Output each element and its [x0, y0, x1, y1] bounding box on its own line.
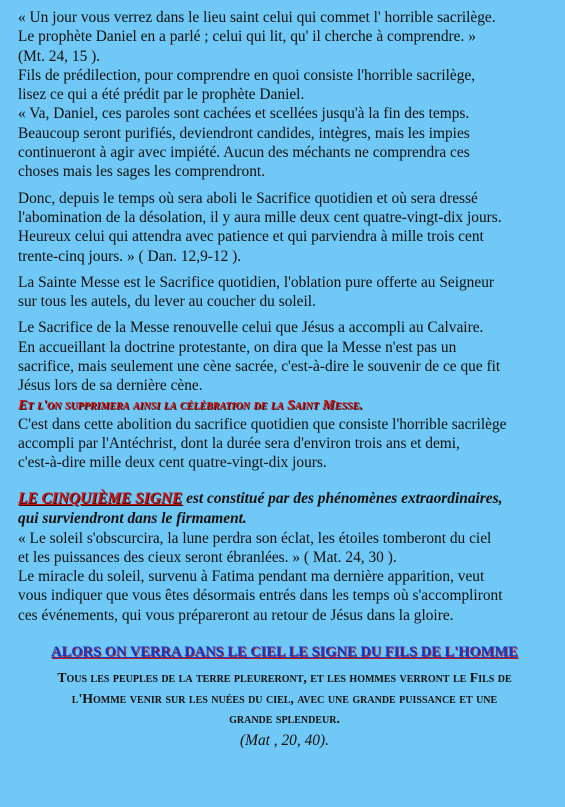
- fifth-sign-heading-line2: qui surviendront dans le firmament.: [18, 509, 247, 527]
- text-line: La Sainte Messe est le Sacrifice quotidien, l'oblation pure offerte au Seigneur: [18, 273, 495, 291]
- text-line: Le Sacrifice de la Messe renouvelle celui que Jésus a accompli au Calvaire.: [18, 319, 484, 337]
- paragraph-4: [18, 318, 551, 395]
- text-line: « Le soleil s'obscurcira, la lune perdra son éclat, les étoiles tomberont du ciel: [18, 529, 492, 547]
- text-line: accompli par l'Antéchrist, dont la durée sera d'environ trois ans et demi,: [18, 434, 460, 452]
- paragraph-3: [18, 273, 551, 312]
- text-line: et les puissances des cieux seront ébranlées. » ( Mat. 24, 30 ).: [18, 548, 397, 566]
- text-line: trente-cinq jours. » ( Dan. 12,9-12 ).: [18, 247, 242, 265]
- text-line: (Mt. 24, 15 ).: [18, 47, 101, 65]
- red-heading: Et l'on supprimera ainsi la célébration de la Saint Messe.: [18, 397, 363, 413]
- text-line: l'Homme venir sur les nuées du ciel, avec une grande puissance et une: [71, 690, 498, 706]
- fifth-sign-text: est constitué par des phénomènes extraordinaires,: [182, 489, 503, 507]
- text-line: « Un jour vous verrez dans le lieu saint celui qui commet l' horrible sacrilège.: [18, 9, 496, 26]
- text-line: sur tous les autels, du lever au coucher du soleil.: [18, 293, 316, 311]
- paragraph-1: [18, 8, 551, 182]
- text-line: c'est-à-dire mille deux cent quatre-vingt-dix jours.: [18, 454, 327, 472]
- text-line: Beaucoup seront purifiés, deviendront candides, intègres, mais les impies: [18, 124, 470, 142]
- text-line: Tous les peuples de la terre pleureront, et les hommes verront le Fils de: [57, 670, 512, 686]
- text-line: continueront à agir avec impiété. Aucun des méchants ne comprendra ces: [18, 144, 470, 162]
- text-line: Le miracle du soleil, survenu à Fatima pendant ma dernière apparition, veut: [18, 568, 485, 586]
- text-line: grande splendeur.: [229, 711, 340, 727]
- fifth-sign-label: LE CINQUIÈME SIGNE: [18, 489, 183, 507]
- text-line: Jésus lors de sa dernière cène.: [18, 377, 203, 395]
- banner-heading: ALORS ON VERRA DANS LE CIEL LE SIGNE DU FILS DE L'HOMME: [51, 644, 518, 661]
- fifth-sign-heading: [18, 489, 551, 509]
- verse-reference: (Mat , 20, 40).: [240, 731, 329, 749]
- text-line: ces événements, qui vous prépareront au retour de Jésus dans la gloire.: [18, 606, 454, 624]
- text-line: En accueillant la doctrine protestante, on dira que la Messe n'est pas un: [18, 338, 457, 356]
- text-line: C'est dans cette abolition du sacrifice quotidien que consiste l'horrible sacrilège: [18, 415, 507, 433]
- text-line: vous indiquer que vous êtes désormais entrés dans les temps où s'accompliront: [18, 587, 503, 605]
- text-line: choses mais les sages les comprendront.: [18, 163, 266, 181]
- text-line: l'abomination de la désolation, il y aura mille deux cent quatre-vingt-dix jours.: [18, 208, 502, 226]
- text-line: Heureux celui qui attendra avec patience et qui parviendra à mille trois cent: [18, 228, 484, 246]
- paragraph-5: [18, 415, 551, 473]
- paragraph-6: [18, 529, 551, 625]
- paragraph-2: [18, 189, 551, 266]
- text-line: lisez ce qui a été prédit par le prophète Daniel.: [18, 86, 305, 104]
- text-line: Donc, depuis le temps où sera aboli le Sacrifice quotidien et où sera dressé: [18, 189, 478, 207]
- text-line: Fils de prédilection, pour comprendre en quoi consiste l'horrible sacrilège,: [18, 66, 476, 84]
- text-line: « Va, Daniel, ces paroles sont cachées et scellées jusqu'à la fin des temps.: [18, 105, 470, 123]
- text-line: Le prophète Daniel en a parlé ; celui qui lit, qu' il cherche à comprendre. »: [18, 28, 476, 46]
- text-line: sacrifice, mais seulement une cène sacrée, c'est-à-dire le souvenir de ce que fit: [18, 358, 501, 376]
- closing-verse: [18, 668, 551, 730]
